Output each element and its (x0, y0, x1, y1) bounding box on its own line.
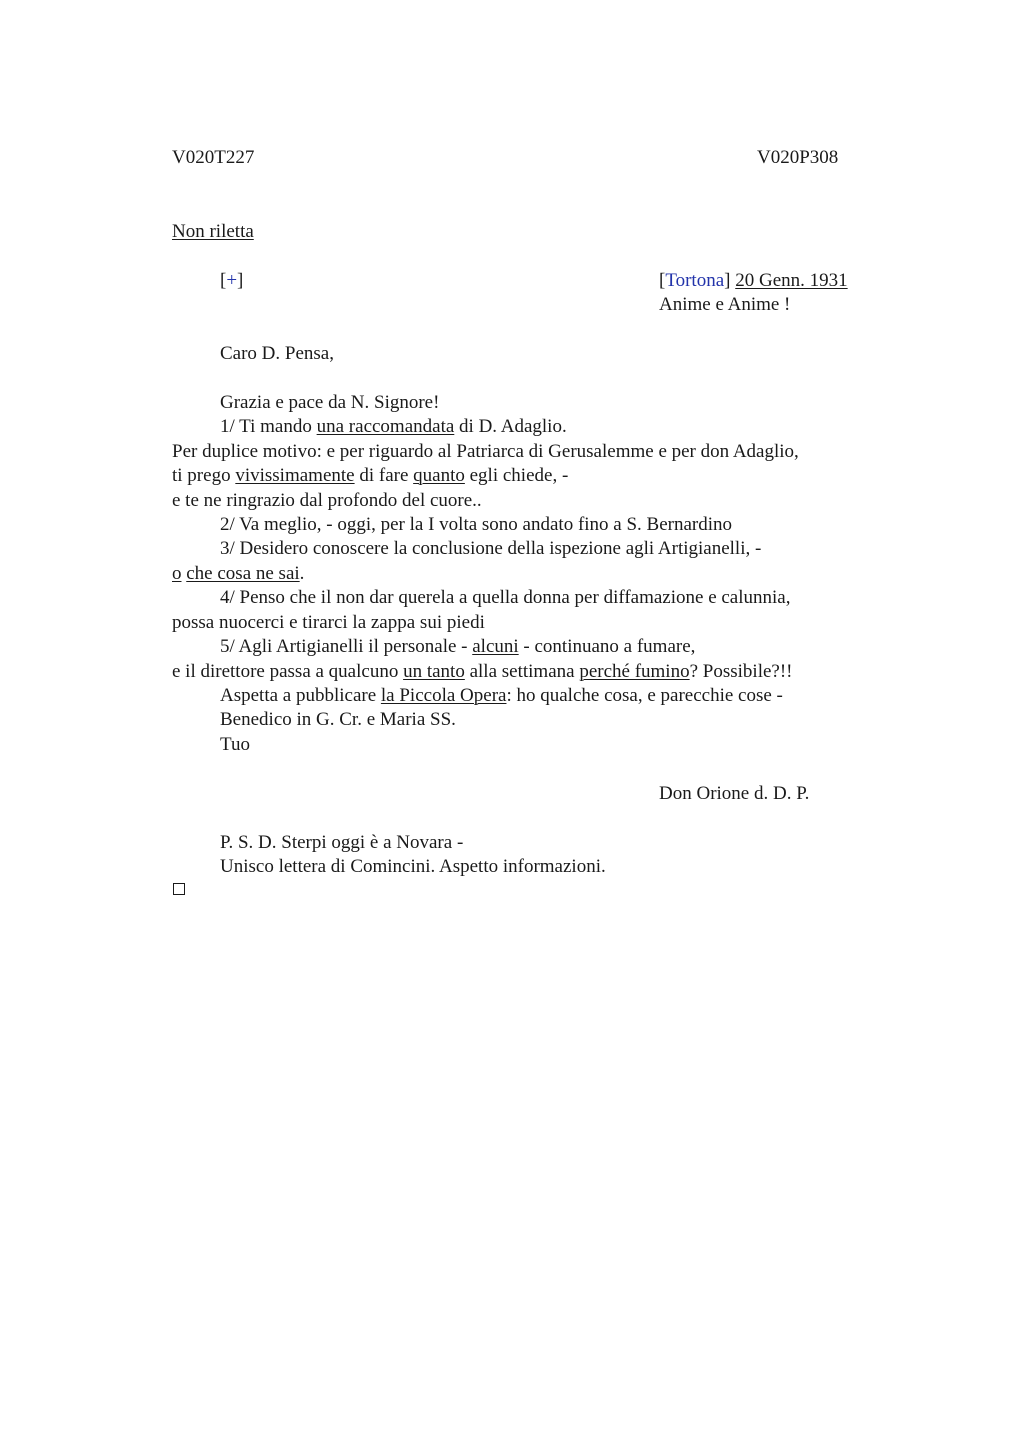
paragraph-4-line-2: possa nuocerci e tirarci la zappa sui piedi (172, 612, 485, 633)
end-marker-icon (173, 883, 185, 895)
paragraph-5: 5/ Agli Artigianelli il personale - alcuni - continuano a fumare, (220, 636, 696, 657)
signature: Don Orione d. D. P. (659, 783, 810, 804)
cross-icon: + (226, 270, 238, 291)
document-code-right: V020P308 (757, 147, 839, 168)
paragraph-1-line-2: Per duplice motivo: e per riguardo al Patriarca di Gerusalemme e per don Adaglio, (172, 441, 799, 462)
postscript-line-2: Unisco lettera di Comincini. Aspetto informazioni. (220, 856, 606, 877)
paragraph-3-line-2: o che cosa ne sai. (172, 563, 305, 584)
paragraph-2: 2/ Va meglio, - oggi, per la I volta sono andato fino a S. Bernardino (220, 514, 733, 535)
dateline: [Tortona] 20 Genn. 1931 (659, 270, 848, 291)
status-note: Non riletta (172, 221, 254, 242)
paragraph-1-line-3: ti prego vivissimamente di fare quanto egli chiede, - (172, 465, 569, 486)
salutation: Caro D. Pensa, (220, 343, 334, 364)
paragraph-6: Aspetta a pubblicare la Piccola Opera: ho qualche cosa, e parecchie cose - (220, 685, 783, 706)
place-name: Tortona (665, 270, 725, 291)
paragraph-3: 3/ Desidero conoscere la conclusione della ispezione agli Artigianelli, - (220, 538, 762, 559)
paragraph-1: 1/ Ti mando una raccomandata di D. Adaglio. (220, 416, 567, 437)
motto: Anime e Anime ! (659, 294, 791, 315)
cross-mark: [+] (220, 270, 244, 291)
letter-date: 20 Genn. 1931 (735, 270, 848, 291)
document-code-left: V020T227 (172, 147, 255, 168)
postscript-line-1: P. S. D. Sterpi oggi è a Novara - (220, 832, 464, 853)
paragraph-5-line-2: e il direttore passa a qualcuno un tanto alla settimana perché fumino? Possibile?!! (172, 661, 793, 682)
paragraph-4: 4/ Penso che il non dar querela a quella donna per diffamazione e calunnia, (220, 587, 791, 608)
closing: Tuo (220, 734, 250, 755)
paragraph-1-line-4: e te ne ringrazio dal profondo del cuore.. (172, 490, 482, 511)
blessing: Benedico in G. Cr. e Maria SS. (220, 709, 456, 730)
greeting: Grazia e pace da N. Signore! (220, 392, 440, 413)
